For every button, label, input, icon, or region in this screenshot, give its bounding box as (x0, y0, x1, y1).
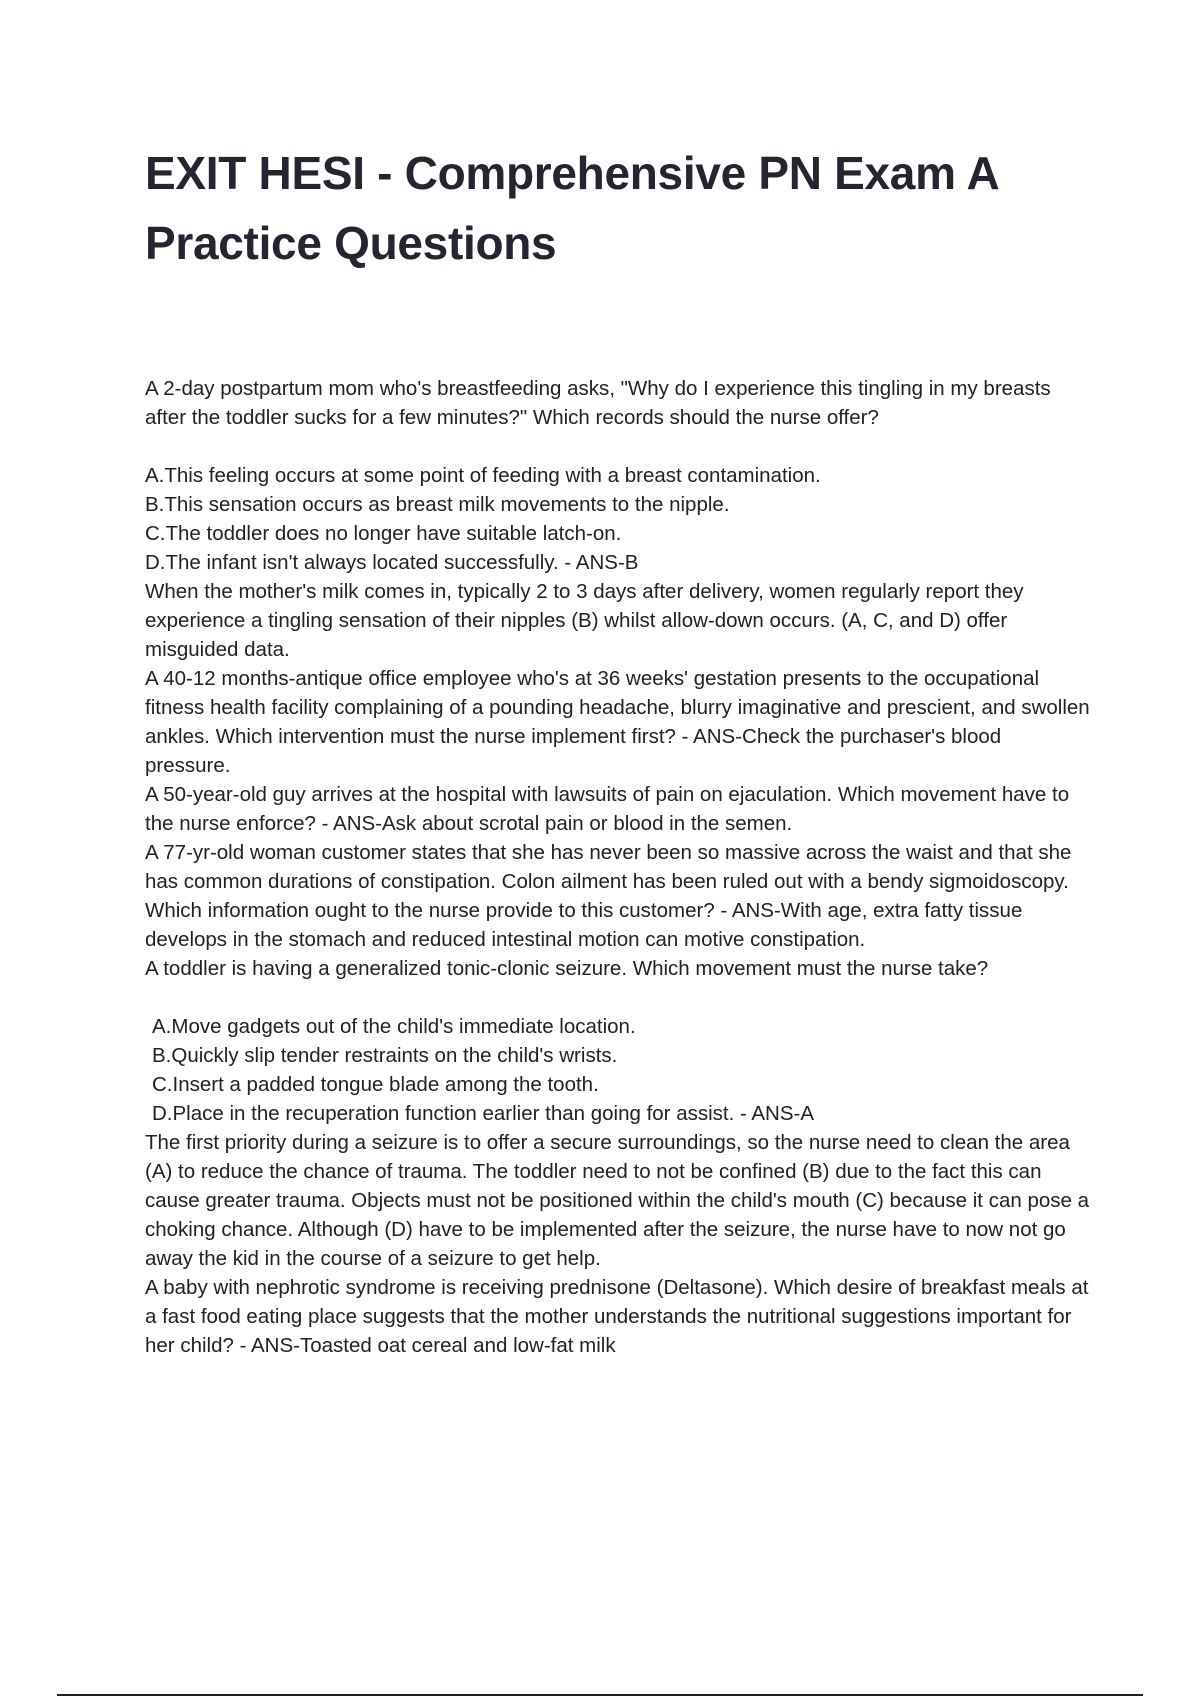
question-1-option-d: D.The infant isn't always located successfully. - ANS-B (145, 551, 639, 574)
question-4: A 77-yr-old woman customer states that she has never been so massive across the waist and that she has common durations of constipation. Colon ailment has been ruled out with a bendy sigmoidoscopy. Which information ought to the nurse provide to this customer? - ANS-With age, extra fatty tissue develops in the stomach and reduced intestinal motion can motive constipation. (145, 841, 1072, 951)
question-1-option-b: B.This sensation occurs as breast milk movements to the nipple. (145, 493, 730, 516)
question-1-rationale: When the mother's milk comes in, typically 2 to 3 days after delivery, women regularly report they experience a tingling sensation of their nipples (B) whilst allow-down occurs. (A, C, and D) offer misguided data. (145, 580, 1024, 661)
question-5-option-c: C.Insert a padded tongue blade among the tooth. (152, 1073, 599, 1096)
spacer (145, 983, 1090, 1012)
question-5-rationale: The first priority during a seizure is to offer a secure surroundings, so the nurse need to clean the area (A) to reduce the chance of trauma. The toddler need to not be confined (B) due to the fact this can cause greater trauma. Objects must not be positioned within the child's mouth (C) because it can pose a choking chance. Although (D) have to be implemented after the seizure, the nurse have to now not go away the kid in the course of a seizure to get help. (145, 1131, 1089, 1270)
question-1-stem: A 2-day postpartum mom who's breastfeeding asks, "Why do I experience this tingling in my breasts after the toddler sucks for a few minutes?" Which records should the nurse offer? (145, 377, 1051, 429)
question-5-stem: A toddler is having a generalized tonic-clonic seizure. Which movement must the nurse take? (145, 957, 989, 980)
question-5-option-d: D.Place in the recuperation function earlier than going for assist. - ANS-A (152, 1102, 815, 1125)
question-1-option-c: C.The toddler does no longer have suitable latch-on. (145, 522, 622, 545)
spacer (145, 432, 1090, 461)
document-title: EXIT HESI - Comprehensive PN Exam A Practice Questions (145, 147, 998, 269)
question-2: A 40-12 months-antique office employee who's at 36 weeks' gestation presents to the occupational fitness health facility complaining of a pounding headache, blurry imaginative and prescient, and swollen ankles. Which intervention must the nurse implement first? - ANS-Check the purchaser's blood pressure. (145, 667, 1090, 777)
document-body (145, 374, 1090, 1360)
question-5-option-a: A.Move gadgets out of the child's immediate location. (152, 1015, 636, 1038)
question-3: A 50-year-old guy arrives at the hospital with lawsuits of pain on ejaculation. Which movement have to the nurse enforce? - ANS-Ask about scrotal pain or blood in the semen. (145, 783, 1070, 835)
question-6: A baby with nephrotic syndrome is receiving prednisone (Deltasone). Which desire of breakfast meals at a fast food eating place suggests that the mother understands the nutritional suggestions important for her child? - ANS-Toasted oat cereal and low-fat milk (145, 1276, 1089, 1357)
footer-divider (57, 1694, 1143, 1696)
question-1-option-a: A.This feeling occurs at some point of feeding with a breast contamination. (145, 464, 821, 487)
question-5-option-b: B.Quickly slip tender restraints on the child's wrists. (152, 1044, 618, 1067)
